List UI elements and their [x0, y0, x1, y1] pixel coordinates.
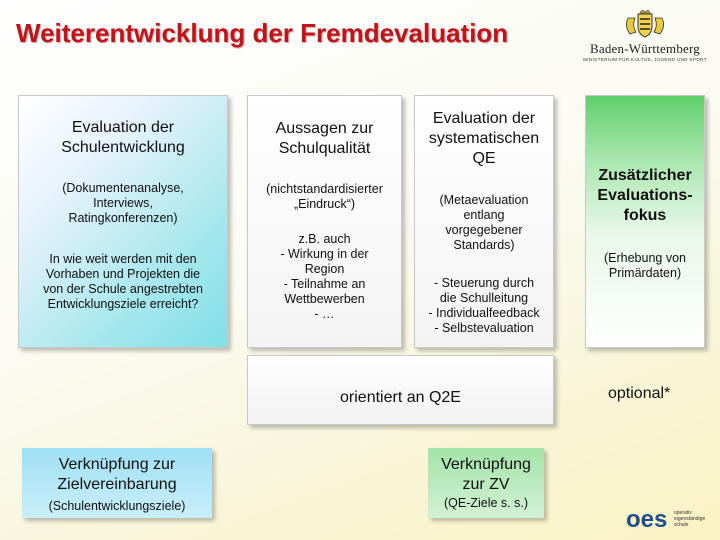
column-heading: Evaluation der systematischen QE	[428, 110, 540, 167]
state-name: Baden-Württemberg	[589, 41, 700, 56]
coat-of-arms-icon	[622, 10, 668, 40]
column-examples: - Steuerung durch die Schulleitung - Individualfeedback - Selbstevaluation	[428, 276, 540, 335]
q2e-label: orientiert an Q2E	[340, 389, 461, 406]
column-heading: Aussagen zur Schulqualität	[275, 120, 374, 157]
column-question: In wie weit werden mit den Vorhaben und Projekten die von der Schule angestrebten Entwicklungsziele erreicht?	[43, 252, 203, 311]
column-detail: (Metaevaluation entlang vorgegebener Standards)	[439, 193, 529, 252]
column-schulqualitaet	[247, 95, 402, 348]
column-detail: (Dokumentenanalyse, Interviews, Ratingkonferenzen)	[62, 181, 184, 225]
link-subtitle: (QE-Ziele s. s.)	[443, 496, 529, 510]
link-title: Verknüpfung zur Zielvereinbarung	[57, 456, 177, 493]
column-heading: Evaluation der Schulentwicklung	[61, 119, 185, 156]
column-heading: Zusätzlicher Evaluations- fokus	[597, 167, 693, 224]
link-zielvereinbarung	[22, 448, 212, 518]
link-zv	[428, 448, 544, 518]
optional-label: optional*	[608, 385, 671, 402]
column-systematische-qe	[414, 95, 554, 348]
column-examples: z.B. auch - Wirkung in der Region - Teilnahme an Wettbewerben - …	[280, 232, 369, 321]
oes-logo-text: oes	[626, 506, 668, 533]
page-title: Weiterentwicklung der Fremdevaluation	[16, 18, 509, 48]
column-detail: (nichtstandardisierter „Eindruck“)	[266, 182, 383, 211]
q2e-box	[247, 355, 554, 425]
oes-logo-small: operativ eigenständige schule	[674, 510, 706, 528]
column-detail: (Erhebung von Primärdaten)	[603, 251, 686, 280]
link-subtitle: (Schulentwicklungsziele)	[48, 499, 186, 513]
column-zusaetzlicher-fokus	[585, 95, 705, 348]
ministry-name: MINISTERIUM FÜR KULTUS, JUGEND UND SPORT	[583, 57, 707, 62]
column-schulentwicklung	[18, 95, 228, 348]
link-title: Verknüpfung zur ZV	[441, 456, 531, 493]
baden-wuerttemberg-logo	[580, 10, 710, 70]
oes-logo	[626, 505, 716, 533]
